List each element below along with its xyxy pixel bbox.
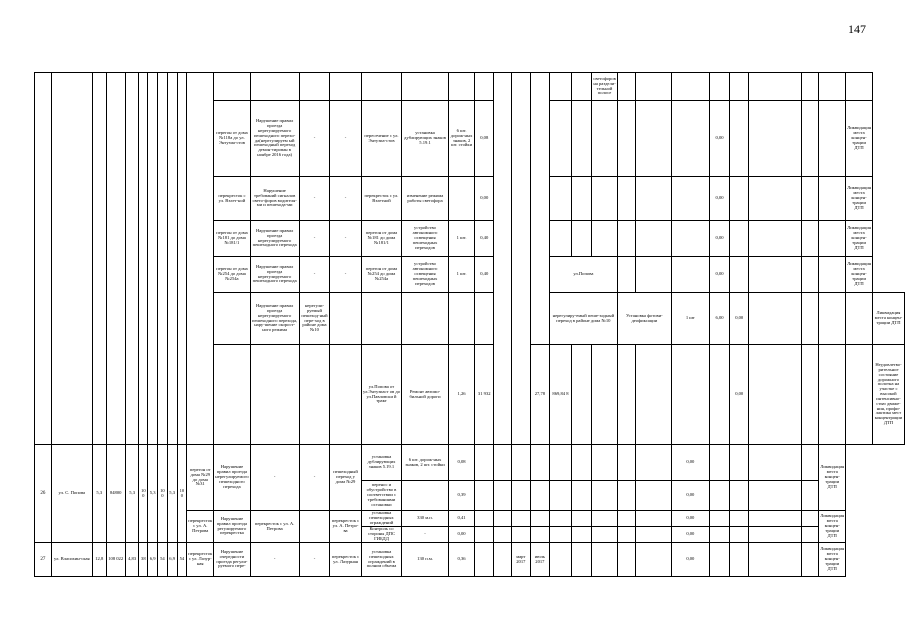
cell: 10 0 bbox=[139, 445, 148, 543]
cell: июль 2017 bbox=[530, 543, 549, 577]
cell: 6,9 bbox=[167, 543, 177, 577]
cell: 10 0 bbox=[158, 445, 168, 543]
cell: ул.Попова bbox=[549, 257, 617, 293]
cell: перекресток с ул. А. Петрова bbox=[187, 511, 214, 543]
cell: Нарушение правил проезда нерегулируемого пешеходного перехо-да(нерегулируем ый пешеходный переход демон-тирован в ноябре 2016 года) bbox=[250, 101, 299, 177]
cell: установка пешеходных ограждений bbox=[361, 511, 402, 527]
cell: перенос и обустройство в соответствии с требованиями остановки bbox=[361, 481, 402, 511]
cell: Нарушение правил проезда нерегулируемого пешеходного перехода, нару-шение скорост-ного режима bbox=[250, 293, 299, 345]
cell: Ликвидация места концен-трации ДТП bbox=[819, 445, 846, 511]
page-number: 147 bbox=[848, 22, 866, 36]
cell: Ликвидация места концен-трации ДТП bbox=[872, 293, 904, 345]
cell: - bbox=[299, 101, 330, 177]
cell: 54 bbox=[177, 543, 187, 577]
cell: - bbox=[299, 221, 330, 257]
cell: 5,3 bbox=[92, 445, 106, 543]
cell: перегон от дома №181 до дома №181/1 bbox=[361, 221, 402, 257]
cell: перекресток с ул. А. Петрова bbox=[250, 511, 299, 543]
cell: Ликвидация места концен-трации ДТП bbox=[846, 257, 873, 293]
cell: - bbox=[250, 543, 299, 577]
cell: 0,00 bbox=[671, 527, 709, 543]
cell: изменение режима работы светофора bbox=[402, 177, 449, 221]
cell: установка дублирующих знаков 5.19.1 bbox=[402, 101, 449, 177]
cell: 0,00 bbox=[709, 257, 730, 293]
cell: перегон от дома №29 до дома №31 bbox=[187, 445, 214, 511]
cell: 0,40 bbox=[475, 221, 494, 257]
cell: светофоров на раздели-тельной полосе bbox=[592, 73, 618, 101]
cell: - bbox=[402, 527, 449, 543]
data-table bbox=[34, 72, 905, 577]
cell: 12,8 bbox=[92, 543, 106, 577]
table-row bbox=[35, 445, 905, 481]
cell: 27,78 bbox=[530, 345, 549, 445]
cell: - bbox=[250, 445, 299, 511]
cell: 0,00 bbox=[671, 511, 709, 527]
cell: 108 022 bbox=[106, 543, 125, 577]
cell: 54 bbox=[158, 543, 168, 577]
cell: Ликвидация места концен-трации ДТП bbox=[819, 543, 846, 577]
cell: перегон от дома №254 до дома №254а bbox=[361, 257, 402, 293]
cell: перекресток с ул. Взлетной bbox=[361, 177, 402, 221]
row-number: 27 bbox=[35, 543, 52, 577]
cell: пересечение с ул. Энтузиа-стов bbox=[361, 101, 402, 177]
cell: 0,08 bbox=[475, 101, 494, 177]
cell: 31 932 bbox=[475, 345, 494, 445]
cell: 0,39 bbox=[448, 481, 475, 511]
cell: ул.Попова от ул.Энтузиаст ов до ул.Павловски й тракт bbox=[361, 345, 402, 445]
cell: 0,00 bbox=[730, 293, 749, 345]
row-number: 26 bbox=[35, 445, 52, 543]
street-name: ул. Власихин-ская bbox=[51, 543, 92, 577]
cell: нерегулиру-емый пеше-ходный переход в районе дома №10 bbox=[549, 293, 617, 345]
cell: 130 п.м. bbox=[402, 543, 449, 577]
cell: 6,00 bbox=[709, 293, 730, 345]
cell: - bbox=[299, 257, 330, 293]
cell: установка дублирующих знаков 5.19.1 bbox=[361, 445, 402, 481]
cell: 4,83 bbox=[125, 543, 139, 577]
cell: 10 0 bbox=[177, 445, 187, 543]
cell: установка пешеходных ограждений в полном объема bbox=[361, 543, 402, 577]
cell: 6,9 bbox=[148, 543, 158, 577]
cell: 0,00 bbox=[448, 527, 475, 543]
cell: Неудовлетво-рительное состояние дорожного полотна на участке с высокой интенсивно-стью движе-ния, профи-лактика мест концентрации ДТП bbox=[872, 345, 904, 445]
cell: Нарушение очередности проезда регули-руемого пере- bbox=[214, 543, 250, 577]
cell: Ликвидация места концен-трации ДТП bbox=[846, 101, 873, 177]
cell: 1 шт. bbox=[448, 257, 475, 293]
cell: 0,00 bbox=[475, 177, 494, 221]
cell: 5,3 bbox=[167, 445, 177, 543]
cell: устройство автономного освещения пешеходных переходов bbox=[402, 257, 449, 293]
cell: нерегули-руемый пешеход-ный пере-ход в районе дома №10 bbox=[299, 293, 330, 345]
cell: Ликвидация места концен-трации ДТП bbox=[846, 177, 873, 221]
cell: устройство автономного освещения пешеходных переходов bbox=[402, 221, 449, 257]
cell: 6 шт. дорож-ных знаков, 2 шт. стойки bbox=[448, 101, 475, 177]
cell: 869,84 8 bbox=[549, 345, 571, 445]
cell: Нарушение правил проезда нерегулируемого пешеходного перехода bbox=[250, 257, 299, 293]
cell: перекресток с ул. Лазурная bbox=[330, 543, 361, 577]
cell: - bbox=[299, 445, 330, 511]
cell: 1 шт. bbox=[448, 221, 475, 257]
cell: 0,00 bbox=[671, 543, 709, 577]
cell: 5,3 bbox=[125, 445, 139, 543]
cell: Ремонт автомо-бильной дороги bbox=[402, 345, 449, 445]
cell: 1 шт bbox=[671, 293, 709, 345]
street-name: ул. С. Попова bbox=[51, 445, 92, 543]
cell: 0,08 bbox=[448, 445, 475, 481]
cell: - bbox=[299, 177, 330, 221]
cell: - bbox=[330, 257, 361, 293]
cell: - bbox=[330, 177, 361, 221]
cell: перекресток с ул. Взлет-ной bbox=[214, 177, 250, 221]
cell: Нарушение правил проезда нерегулируемого пешеходного перехода bbox=[214, 445, 250, 511]
cell: 0,00 bbox=[709, 101, 730, 177]
cell: 38 bbox=[139, 543, 148, 577]
cell: Ликвидация места концен-трации ДТП bbox=[846, 221, 873, 257]
cell: Контроль со стороны ДПС ГИБДД bbox=[361, 527, 402, 543]
cell: перегон от дома №118а до ул. Энтузиа-стов bbox=[214, 101, 250, 177]
cell: - bbox=[330, 101, 361, 177]
cell: Ликвидация места концен-трации ДТП bbox=[819, 511, 846, 543]
cell: Нарушение правил проезда нерегулируемого пешеходного перехода bbox=[250, 221, 299, 257]
cell: перекресток с ул. А. Петро-ва bbox=[330, 511, 361, 543]
cell: Установка фотови-деофиксации bbox=[617, 293, 671, 345]
table-row bbox=[35, 543, 905, 577]
cell: Нарушение требований сигналов свето-форов водителя-ми и пешехода-ми bbox=[250, 177, 299, 221]
cell: 0,40 bbox=[475, 257, 494, 293]
cell: - bbox=[299, 543, 330, 577]
cell: перегон от дома №254 до дома №254а bbox=[214, 257, 250, 293]
table-row bbox=[35, 73, 905, 101]
cell: 0,00 bbox=[709, 221, 730, 257]
cell: перегон от дома №181 до дома №181/1 bbox=[214, 221, 250, 257]
cell: 0,00 bbox=[671, 481, 709, 511]
cell: Нарушение правил проезда регулируемого перекрестка bbox=[214, 511, 250, 543]
cell: 330 м.п. bbox=[402, 511, 449, 527]
cell: 84800 bbox=[106, 445, 125, 543]
cell: март 2017 bbox=[511, 543, 530, 577]
cell: 0,00 bbox=[709, 177, 730, 221]
cell: - bbox=[330, 221, 361, 257]
cell: 1,26 bbox=[448, 345, 475, 445]
cell: 0,00 bbox=[671, 445, 709, 481]
cell: 6 шт. дорож-ных знаков, 2 шт. стойки bbox=[402, 445, 449, 481]
cell: пешеходный переход у дома №29 bbox=[330, 445, 361, 511]
cell: перекресток с ул. Лазур-ная bbox=[187, 543, 214, 577]
cell: 0,36 bbox=[448, 543, 475, 577]
cell: 0,41 bbox=[448, 511, 475, 527]
cell: 5,3 bbox=[148, 445, 158, 543]
cell: 0,00 bbox=[730, 345, 749, 445]
